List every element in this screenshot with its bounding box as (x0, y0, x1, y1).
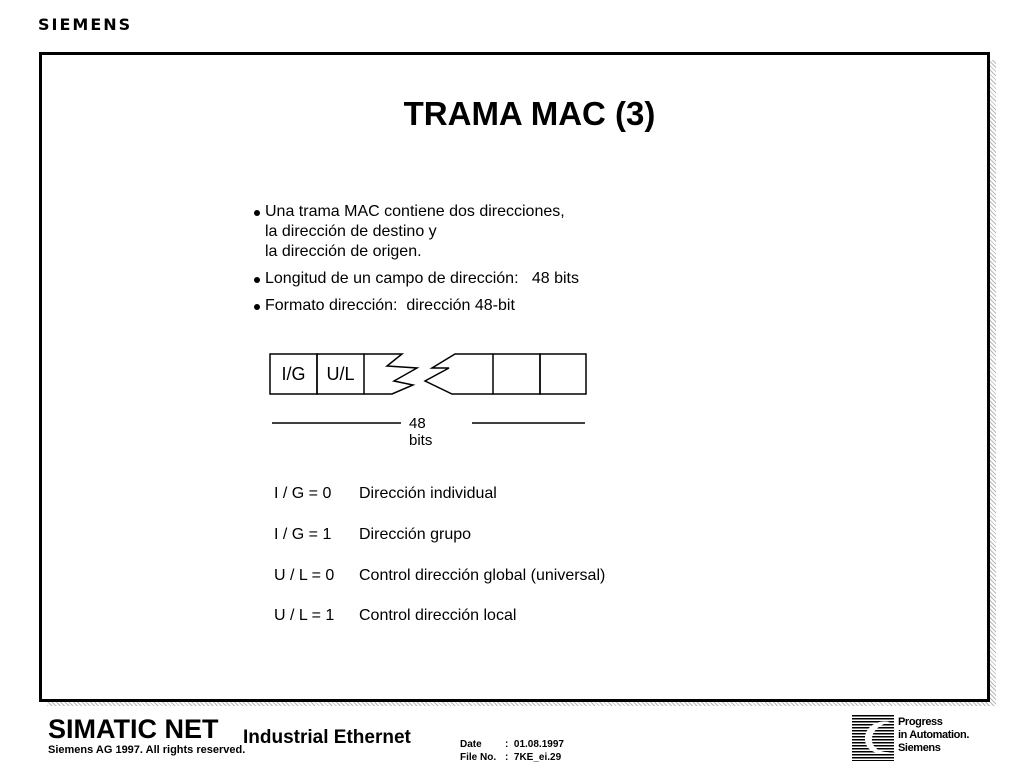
break-left-shape (364, 354, 417, 394)
siemens-c-logo-icon (852, 715, 894, 761)
tagline-line: in Automation. (898, 729, 969, 741)
definition-value: Dirección grupo (359, 526, 472, 543)
bullet-line: Longitud de un campo de dirección: 48 bits (265, 270, 579, 287)
file-value: : 7KE_ei.29 (505, 752, 562, 763)
product-name: SIMATIC NET (48, 714, 219, 744)
bullet-line: Una trama MAC contiene dos direcciones, (265, 203, 565, 220)
date-meta (460, 739, 564, 750)
definition-row (274, 567, 674, 587)
ig-label: I/G (281, 364, 306, 384)
tagline (898, 716, 969, 755)
definition-key: U / L = 1 (274, 607, 335, 624)
file-label: File No. (460, 752, 497, 763)
slide-frame (39, 52, 990, 702)
bullet-line: la dirección de destino y (265, 223, 437, 240)
bullet-line: la dirección de origen. (265, 243, 422, 260)
siemens-brand: SIEMENS (38, 15, 133, 34)
field-cell (540, 354, 586, 394)
bullet-line: Formato dirección: dirección 48-bit (265, 297, 515, 314)
bullet-item (254, 202, 579, 262)
definition-row (274, 607, 674, 627)
slide-title: TRAMA MAC (3) (403, 95, 656, 132)
definition-row (274, 485, 674, 505)
field-cell (493, 354, 540, 394)
tagline-line: Siemens (898, 742, 941, 754)
break-right-shape (425, 354, 493, 394)
definition-value: Control dirección global (universal) (359, 567, 606, 584)
copyright-notice: Siemens AG 1997. All rights reserved. (48, 744, 246, 756)
definition-value: Dirección individual (359, 485, 497, 502)
date-label: Date (460, 739, 482, 750)
ul-label: U/L (326, 364, 355, 384)
bullet-item (254, 296, 579, 316)
file-meta (460, 752, 561, 763)
definition-key: I / G = 0 (274, 485, 332, 502)
date-value: : 01.08.1997 (505, 739, 564, 750)
bits-label: 48 bits (409, 415, 433, 449)
definition-key: U / L = 0 (274, 567, 335, 584)
bullet-dot-icon (254, 277, 260, 283)
tagline-line: Progress (898, 716, 943, 728)
bullet-list (254, 202, 579, 323)
product-subtitle: Industrial Ethernet (243, 727, 411, 748)
bullet-item (254, 269, 579, 289)
definition-value: Control dirección local (359, 607, 517, 624)
definition-key: I / G = 1 (274, 526, 332, 543)
definition-row (274, 526, 674, 546)
bullet-dot-icon (254, 210, 260, 216)
bullet-dot-icon (254, 304, 260, 310)
